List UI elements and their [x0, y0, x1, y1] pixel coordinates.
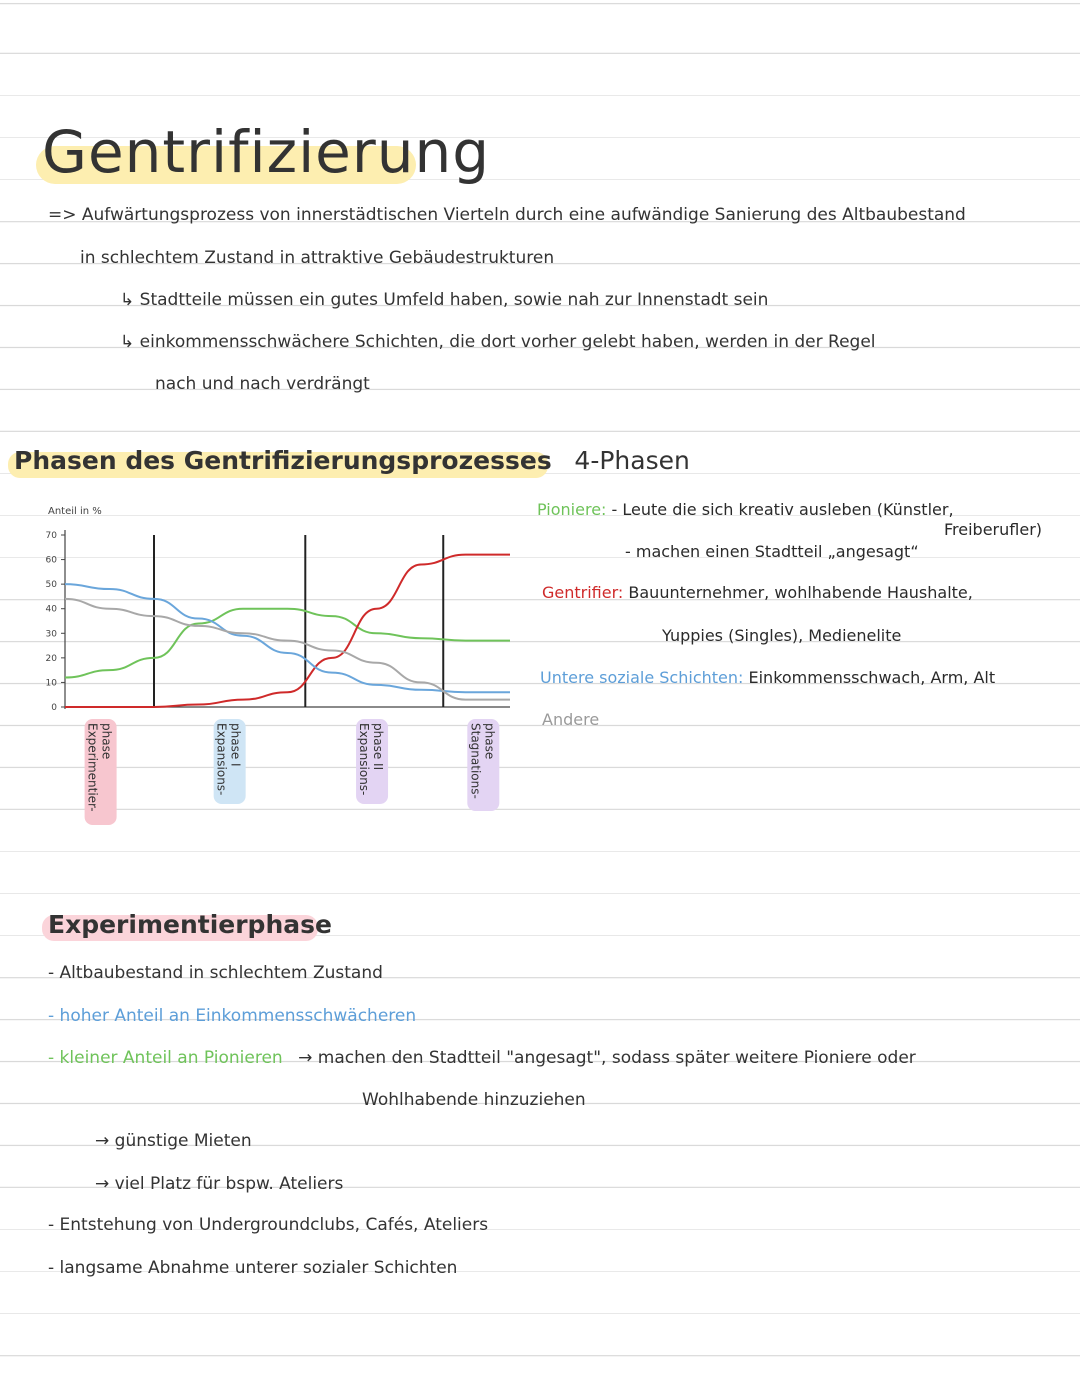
phase-label: Expansions-	[357, 723, 372, 796]
exp-item-4: → günstige Mieten	[95, 1131, 252, 1151]
exp-item-2-text: - hoher Anteil an Einkommensschwächeren	[48, 1006, 417, 1026]
legend-pioniere-text: - Leute die sich kreativ ausleben (Künstler,	[611, 500, 954, 519]
definition-line-2: in schlechtem Zustand in attraktive Gebäudestrukturen	[80, 248, 555, 268]
section-title-text: Phasen des Gentrifizierungsprozesses	[14, 446, 552, 475]
legend-pioniere-text-cont: Freiberufler)	[944, 520, 1043, 539]
legend-untere-label: Untere soziale Schichten:	[540, 668, 744, 687]
legend-gentrifier	[542, 583, 973, 602]
legend-pioniere-label: Pioniere:	[537, 500, 607, 519]
exp-item-1: - Altbaubestand in schlechtem Zustand	[48, 963, 383, 983]
legend-andere: Andere	[542, 710, 600, 729]
section-suffix: 4-Phasen	[574, 446, 690, 475]
exp-item-3-text: - kleiner Anteil an Pionieren	[48, 1048, 283, 1068]
page-title: Gentrifizierung	[42, 118, 491, 186]
legend-gentrifier-text: Bauunternehmer, wohlhabende Haushalte,	[628, 583, 973, 602]
exp-item-3	[48, 1048, 916, 1068]
y-tick-label: 30	[45, 629, 57, 640]
y-axis-label: Anteil in %	[48, 506, 102, 517]
y-tick-label: 40	[45, 604, 57, 615]
section-title	[14, 446, 690, 475]
definition-bullet-2-cont: nach und nach verdrängt	[155, 374, 370, 394]
phase-label: phase	[482, 723, 497, 760]
legend-untere-text: Einkommensschwach, Arm, Alt	[748, 668, 996, 687]
phase-label: Expansions-	[214, 723, 229, 796]
phase-label-group	[85, 719, 117, 825]
definition-bullet-1: ↳ Stadtteile müssen ein gutes Umfeld haben, sowie nah zur Innenstadt sein	[120, 290, 769, 310]
exp-item-6: - Entstehung von Undergroundclubs, Cafés, Ateliers	[48, 1215, 489, 1235]
legend-pioniere-text-2: - machen einen Stadtteil „angesagt“	[625, 542, 919, 561]
phase-label: Experimentier-	[85, 723, 100, 812]
y-tick-label: 10	[45, 678, 57, 689]
phase-label-group	[214, 719, 246, 804]
definition-line-1: => Aufwärtungsprozess von innerstädtischen Vierteln durch eine aufwändige Sanierung des Altbaubestand	[48, 205, 966, 225]
exp-item-2	[48, 1006, 416, 1026]
exp-item-3-cont: → machen den Stadtteil "angesagt", sodass später weitere Pioniere oder	[298, 1048, 916, 1068]
experimentierphase-title: Experimentierphase	[48, 910, 332, 939]
phase-label: phase	[99, 723, 114, 760]
gentrification-chart	[40, 500, 520, 860]
exp-item-7: - langsame Abnahme unterer sozialer Schichten	[48, 1258, 458, 1278]
y-tick-label: 70	[45, 531, 57, 541]
exp-item-3-cont-2: Wohlhabende hinzuziehen	[362, 1090, 586, 1110]
legend-untere	[540, 668, 995, 687]
definition-bullet-2: ↳ einkommensschwächere Schichten, die dort vorher gelebt haben, werden in der Regel	[120, 332, 876, 352]
legend-gentrifier-text-2: Yuppies (Singles), Medienelite	[662, 626, 902, 645]
exp-item-5: → viel Platz für bspw. Ateliers	[95, 1174, 344, 1194]
legend-pioniere	[537, 500, 954, 519]
y-tick-label: 60	[45, 555, 57, 566]
y-tick-label: 50	[45, 580, 57, 591]
legend-gentrifier-label: Gentrifier:	[542, 583, 624, 602]
phase-label: phase I	[228, 723, 243, 767]
phase-label-group	[356, 719, 388, 804]
y-tick-label: 20	[45, 653, 57, 664]
phase-label: Stagnations-	[468, 723, 483, 799]
y-tick-label: 0	[51, 703, 57, 713]
phase-label: phase II	[371, 723, 386, 771]
phase-label-group	[467, 719, 499, 811]
